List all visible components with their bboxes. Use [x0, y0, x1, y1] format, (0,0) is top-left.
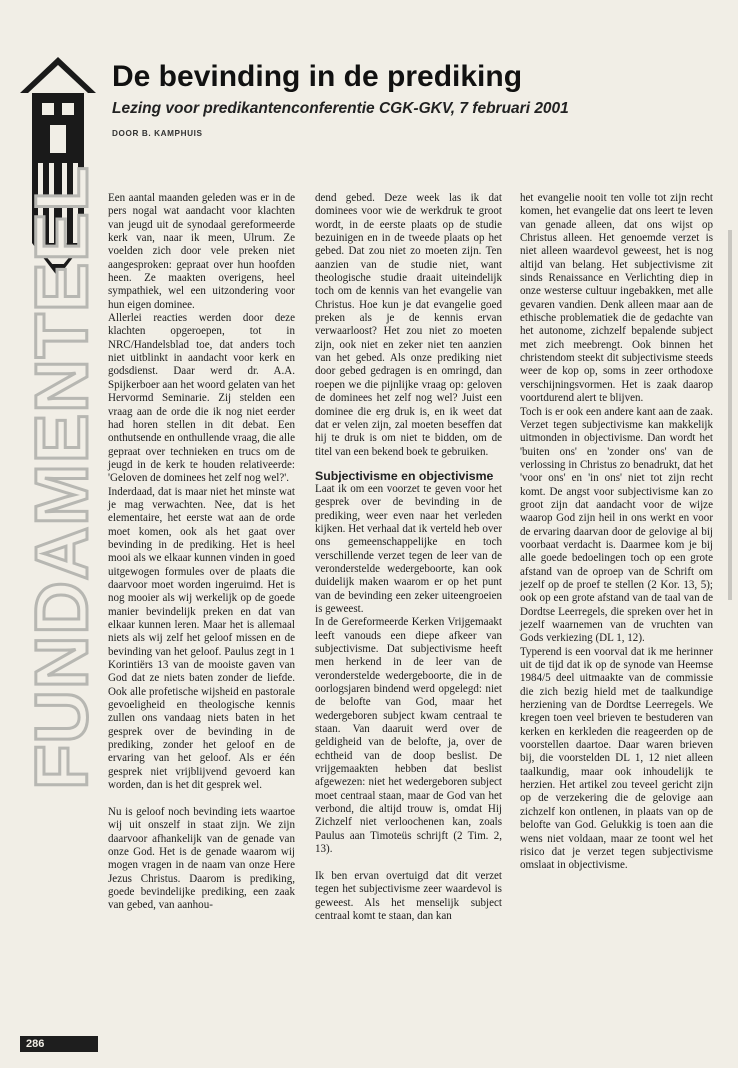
paragraph: Nu is geloof noch bevinding iets waartoe wij uit onszelf in staat zijn. We zijn daarvoor afhankelijk van de genade van onze God. Het is de genade waarom wij mogen vragen in de naam van onze Here Jezus Christus. Daarom is prediking, goede bevindelijke prediking, een zaak van gebed, van aanhou-	[108, 805, 295, 912]
author-byline: DOOR B. KAMPHUIS	[112, 129, 203, 138]
page-number: 286	[20, 1036, 98, 1052]
page-edge-shadow	[728, 230, 732, 600]
paragraph: Een aantal maanden geleden was er in de pers nogal wat aandacht voor klachten van jeugd uit de synodaal gereformeerde kerk van, naar ik meen, Ulrum. Ze voelden zich door vele preken niet aangesproken: gepraat over hun hoofden heen. Ze maakten overigens, heel sympathiek, wel een uitzondering voor hun eigen dominee.	[108, 192, 295, 311]
paragraph: dend gebed. Deze week las ik dat dominees voor wie de werkdruk te groot wordt, in de eerste plaats op de studie bezuinigen en in de tweede plaats op het gebed. Dat zou niet zo moeten zijn. Ten aanzien van de studie niet, want theologische studie draait uiteindelijk toch om de kennis van het evangelie van Christus. Hoe kun je dat evangelie goed preken als je de kennis ervan verwaarloost? Het zou niet zo moeten zijn, ook niet en zeker niet ten aanzien van het gebed. Als onze prediking niet door gebed gedragen is en omringd, dan roepen we die pijnlijke vraag op: geloven de dominees het zelf nog wel? Juist een dominee die erg druk is, en ik weet dat dat er velen zijn, zal moeten beseffen dat hij te druk is om niet te bidden, om de titel van een bekend boek te gebruiken.	[315, 192, 502, 458]
rubric-vertical-label	[19, 165, 103, 790]
article-column-3	[520, 192, 713, 873]
section-heading: Subjectivisme en objectivisme	[315, 468, 494, 483]
paragraph: Typerend is een voorval dat ik me herinner uit de tijd dat ik op de synode van Heemse 1984/5 deel uitmaakte van de commissie die zich bezig hield met de taalkundige herziening van de Dordtse Leerregels. We kregen toen veel brieven te bestuderen van kerken en kerkleden die reageerden op de voorstellen daartoe. Daar waren brieven bij, die voorstelden DL 1, 12 niet alleen taalkundig, maar ook inhoudelijk te herzien. Het artikel zou teveel gericht zijn op de verzekering die de gelovige aan zichzelf kon ontlenen, in plaats van op de belofte van God. Gelukkig is toen aan die wens niet voldaan, maar ze toont wel het risico dat je verzet tegen subjectivisme omslaat in objectivisme.	[520, 645, 713, 872]
paragraph: Allerlei reacties werden door deze klachten opgeroepen, tot in NRC/Handelsblad toe, dat anders toch niet uitblinkt in aandacht voor kerk en godsdienst. Daar werd dr. A.A. Spijkerboer aan het woord gelaten van het Hervormd Seminarie. Zij stelden een vraag aan de orde die ik nog niet eerder had horen stellen in dit debat. Een onthutsende en onthullende vraag, die alle gepraat over technieken en trucs om de jeugd in de kerk te houden relativeerde: 'Geloven de dominees het zelf nog wel?'.	[108, 312, 295, 485]
paragraph: het evangelie nooit ten volle tot zijn recht komen, het evangelie dat ons leert te leven van genade alleen, dat ons wijst op Christus alleen. Het genoemde verzet is niet alleen waardevol geweest, het is nog altijd van belang. Het subjectivisme zit sinds Renaissance en Verlichting diep in onze westerse cultuur ingebakken, met alle gevaren vandien. Denk alleen maar aan de ethische problematiek die de gedachte van het autonome, zichzelf bepalende subject met zich meebrengt. Ook binnen het christendom steekt dit subjectivisme steeds weer de kop op, soms in zeer orthodoxe verschijningsvormen. Het is zaak daarop voortdurend alert te blijven.	[520, 192, 713, 405]
rubric-text: FUNDAMENTEEL	[19, 165, 103, 790]
article-subtitle: Lezing voor predikantenconferentie CGK-GKV, 7 februari 2001	[112, 100, 569, 117]
article-column-1	[108, 192, 295, 913]
paragraph: In de Gereformeerde Kerken Vrijgemaakt leeft vanouds een diepe afkeer van subjectivisme. Dat subjectivisme heeft men herkend in de leer van de veronderstelde wedergeboorte, die in de oorlogsjaren bindend werd opgelegd: niet de belofte van God, maar het wedergeboren subject kwam centraal te staan. Van daaruit werd over de geldigheid van de belofte, ja, over de echtheid van de doop beslist. De vrijgemaakten hebben dat beslist afgewezen: niet het wedergeboren subject moet centraal staan, maar de God van het verbond, die altijd trouw is, omdat Hij Zichzelf niet verloochenen kan, zoals Paulus aan Timoteüs schrijft (2 Tim. 2, 13).	[315, 616, 502, 856]
article-column-2	[315, 192, 502, 923]
paragraph: Toch is er ook een andere kant aan de zaak. Verzet tegen subjectivisme kan makkelijk uitmonden in objectivisme. Dan wordt het 'buiten ons' en 'zonder ons' van de verlossing in Christus zo benadrukt, dat het 'voor ons' en 'in ons' niet tot zijn recht komt. De angst voor subjectivisme kan zo groot zijn dat aandacht voor de wijze waarop God zijn heil in ons werkt en voor de ervaring daarvan door de gelovige al bij voorbaat verdacht is. Daarmee kom je bij alle goede bedoelingen toch op een grote afstand van de oproep van de Schrift om jezelf op de proef te stellen (2 Kor. 13, 5); ook op een grote afstand van de taal van de Dordtse Leerregels, die spreken over het in jezelf waarnemen van de vruchten van Gods verkiezing (DL 1, 12).	[520, 405, 713, 645]
paragraph: Inderdaad, dat is maar niet het minste wat je mag verwachten. Nee, dat is het elementaire, het eerste wat aan de orde moet komen, ook als het gaat over bevinding in de prediking. Het is heel mooi als we elkaar kunnen vinden in goed uitgewogen formules over de plaats die daarvoor moet worden ingeruimd. Het is nog mooier als wij werkelijk op de goede manier bevindelijk preken en dat van elkaar kunnen leren. Maar het is allemaal niets als wij zelf het geloof missen en de bevinding van het geloof. Paulus zegt in 1 Korintiërs 13 van de mooiste gaven van God dat ze niets baten zonder de liefde. Ook alle profetische wijsheid en pastorale gevoeligheid en theologische kennis zullen ons vandaag niets baten in het gesprek over de bevinding in de prediking, zonder het geloof en de ervaring van het geloof. Als er één gesprek niet vrijblijvend gevoerd kan worden, dan is het dit gesprek wel.	[108, 485, 295, 792]
paragraph: Laat ik om een voorzet te geven voor het gesprek over de bevinding in de prediking, weer even naar het verleden kijken. Het verhaal dat ik verteld heb over ons gemeenschappelijke en toch verschillende verzet tegen de leer van de veronderstelde wedergeboorte, kan ook duidelijk maken waarom er op het punt van de bevinding een zeker uiteengroeien is geweest.	[315, 482, 502, 615]
paragraph: Ik ben ervan overtuigd dat dit verzet tegen het subjectivisme zeer waardevol is geweest. Als het menselijk subject centraal komt te staan, dan kan	[315, 869, 502, 922]
article-title: De bevinding in de prediking	[112, 60, 523, 93]
